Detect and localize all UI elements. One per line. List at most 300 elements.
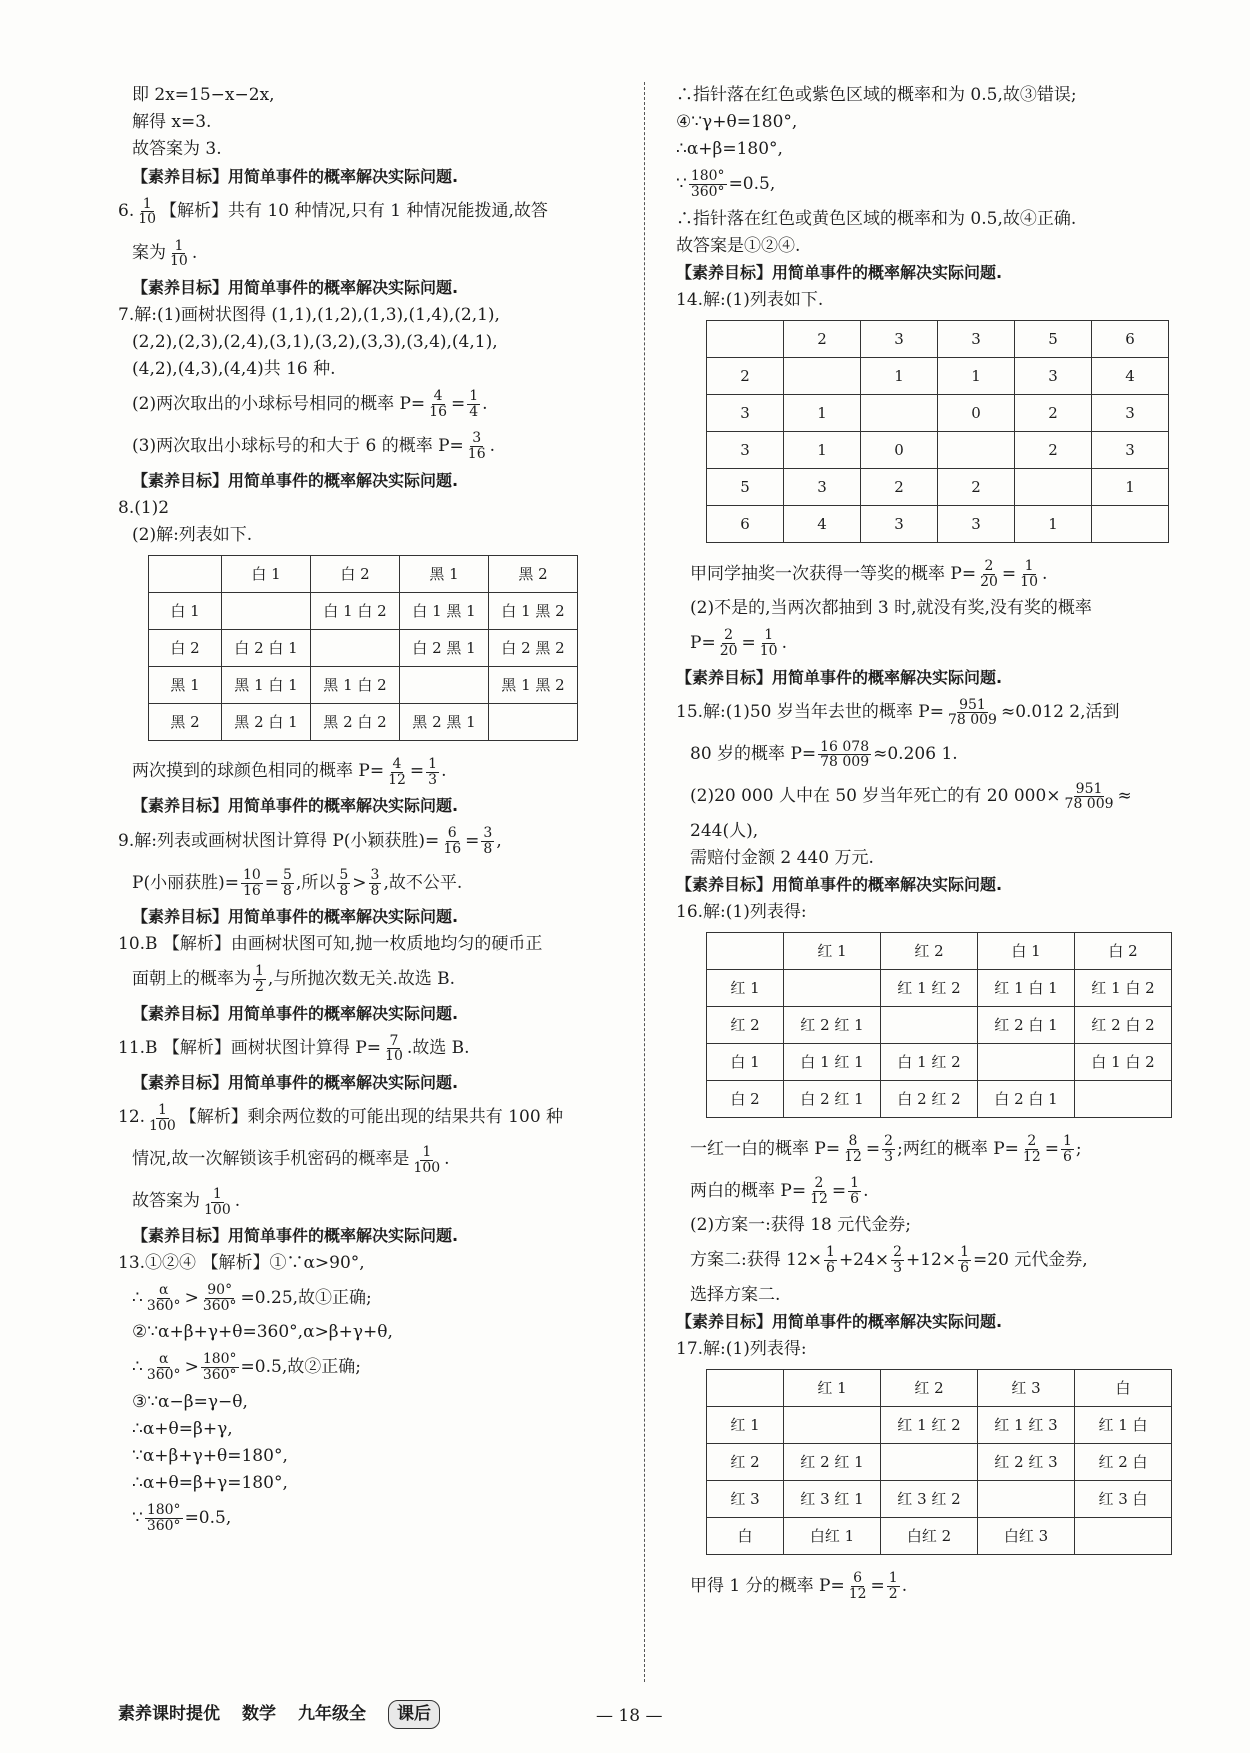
q13-line: ③∵α−β=γ−θ, <box>132 1391 248 1412</box>
numerator: 1 <box>960 1244 970 1261</box>
numerator: 10 <box>242 867 261 884</box>
q12-line: 情况,故一次解锁该手机密码的概率是 $\frac{1}{100}$ . <box>132 1143 450 1176</box>
table-cell: 白 1 红 1 <box>784 1044 881 1081</box>
denominator: 16 <box>429 404 447 420</box>
table-cell: 2 <box>861 469 938 506</box>
fraction <box>201 1352 239 1382</box>
fraction <box>891 1245 904 1275</box>
denominator: 360° <box>146 1367 181 1384</box>
table-cell: 2 <box>707 358 784 395</box>
table-cell: 红 1 白 1 <box>978 970 1075 1007</box>
table-cell: 黑 1 黑 2 <box>489 667 578 704</box>
numerator: 180° <box>146 1502 181 1519</box>
goal-line: 【素养目标】用简单事件的概率解决实际问题. <box>676 1311 1003 1331</box>
fraction <box>1018 559 1040 589</box>
fraction <box>466 431 488 461</box>
q6-line: 6. $\frac{1}{10}$ 【解析】共有 10 种情况,只有 1 种情况能拨通,故答 <box>118 195 548 228</box>
q13-line: ∴指针落在红色或紫色区域的概率和为 0.5,故③错误; <box>676 85 1077 105</box>
table-row <box>707 1444 1172 1481</box>
table-row <box>707 1007 1172 1044</box>
table-cell: 3 <box>861 506 938 543</box>
fraction <box>467 389 480 419</box>
table-cell: 黑 1 白 2 <box>311 667 400 704</box>
numerator: 1 <box>255 963 264 980</box>
q13-line: ∴ $\frac{\alpha}{360^\circ}$ > $\frac{180^\circ}{360^\circ}$ =0.5,故②正确; <box>132 1351 361 1384</box>
fraction <box>882 1134 895 1164</box>
denominator: 360° <box>146 1517 181 1534</box>
table-row <box>149 630 578 667</box>
goal-line: 【素养目标】用简单事件的概率解决实际问题. <box>132 1226 459 1245</box>
q13-line: ∴α+β=180°, <box>676 139 783 160</box>
q17-line: 17.解:(1)列表得: <box>676 1339 807 1359</box>
table-cell: 3 <box>1092 432 1169 469</box>
fraction <box>427 389 449 419</box>
goal-line: 【素养目标】用简单事件的概率解决实际问题. <box>132 277 459 297</box>
table-cell: 3 <box>707 432 784 469</box>
q16-line: 选择方案二. <box>690 1284 781 1305</box>
table-cell <box>400 667 489 704</box>
q11-line: 11.B 【解析】画树状图计算得 P= $\frac{7}{10}$ .故选 B. <box>118 1032 470 1065</box>
table-cell: 红 1 红 2 <box>881 970 978 1007</box>
table-row <box>149 667 578 704</box>
table-cell: 3 <box>707 395 784 432</box>
table-cell: 3 <box>1015 358 1092 395</box>
q16-line: 16.解:(1)列表得: <box>676 902 807 923</box>
q13-line: ②∵α+β+γ+θ=360°,α>β+γ+θ, <box>132 1322 393 1343</box>
denominator: 78 009 <box>947 712 997 729</box>
table-cell: 红 3 红 2 <box>881 1481 978 1518</box>
table-cell <box>881 1444 978 1481</box>
denominator: 8 <box>483 840 493 857</box>
numerator: 2 <box>724 627 734 644</box>
table-cell: 2 <box>1015 395 1092 432</box>
fraction <box>281 868 294 898</box>
table-cell: 红 2 <box>707 1444 784 1481</box>
table-cell: 白 1 <box>978 933 1075 970</box>
numerator: 1 <box>422 1143 432 1160</box>
fraction <box>718 628 740 658</box>
table-row <box>707 432 1169 469</box>
denominator: 4 <box>469 404 479 420</box>
fraction <box>426 757 439 787</box>
q10-line: 面朝上的概率为 $\frac{1}{2}$ ,与所抛次数无关.故选 B. <box>132 963 456 996</box>
table-cell <box>784 358 861 395</box>
fraction <box>411 1145 442 1175</box>
table-cell <box>222 593 311 630</box>
table-cell: 红 3 白 <box>1075 1481 1172 1518</box>
table-cell: 红 2 白 <box>1075 1444 1172 1481</box>
numerator: α <box>158 1282 169 1299</box>
numerator: 1 <box>850 1175 860 1192</box>
table-cell: 白 2 黑 2 <box>489 630 578 667</box>
table-cell: 白 1 白 2 <box>1075 1044 1172 1081</box>
table-cell: 白 2 <box>149 630 222 667</box>
denominator: 12 <box>388 771 406 788</box>
table-cell: 白红 2 <box>881 1518 978 1555</box>
table-cell: 红 2 红 3 <box>978 1444 1075 1481</box>
q14-line: 14.解:(1)列表如下. <box>676 290 824 311</box>
table-cell: 3 <box>1092 395 1169 432</box>
denominator: 8 <box>339 882 349 899</box>
fraction <box>1061 1134 1074 1164</box>
table-row <box>707 395 1169 432</box>
denominator: 8 <box>370 882 380 899</box>
table-cell: 1 <box>861 358 938 395</box>
denominator: 100 <box>413 1159 441 1176</box>
table-row <box>149 704 578 741</box>
table-cell: 白 2 红 1 <box>784 1081 881 1118</box>
goal-line: 【素养目标】用简单事件的概率解决实际问题. <box>132 1003 459 1023</box>
numerator: 3 <box>472 430 482 447</box>
q15-line: 15.解:(1)50 岁当年去世的概率 P= $\frac{951}{78 009}$ ≈0.012 2,活到 <box>676 696 1120 729</box>
fraction <box>1021 1134 1043 1164</box>
table-cell: 红 2 <box>881 1370 978 1407</box>
table-cell: 白红 1 <box>784 1518 881 1555</box>
denominator: 12 <box>810 1190 828 1207</box>
numerator: 6 <box>447 825 457 842</box>
text-line: 故答案为 3. <box>132 139 222 160</box>
denominator: 2 <box>888 1585 898 1602</box>
fraction <box>824 1245 837 1275</box>
goal-line: 【素养目标】用简单事件的概率解决实际问题. <box>132 1072 459 1092</box>
table-q14 <box>706 320 1169 543</box>
numerator: 3 <box>370 867 380 884</box>
fraction <box>946 698 999 728</box>
fraction <box>808 1176 830 1206</box>
table-cell: 红 1 红 3 <box>978 1407 1075 1444</box>
table-row <box>707 970 1172 1007</box>
table-cell: 黑 2 <box>489 556 578 593</box>
column-divider <box>644 82 645 1682</box>
table-cell: 红 2 红 1 <box>784 1007 881 1044</box>
numerator: 180° <box>690 168 725 185</box>
table-row <box>707 1081 1172 1118</box>
table-cell: 红 2 <box>881 933 978 970</box>
table-cell: 黑 2 黑 1 <box>400 704 489 741</box>
table-cell <box>311 630 400 667</box>
numerator: 7 <box>389 1032 399 1049</box>
denominator: 12 <box>1022 1148 1041 1165</box>
fraction <box>145 1352 183 1382</box>
q13-line: ∵α+β+γ+θ=180°, <box>132 1445 288 1466</box>
numerator: 6 <box>853 1570 863 1586</box>
denominator: 360° <box>690 184 725 201</box>
denominator: 3 <box>884 1148 894 1165</box>
q6-line: 案为 $\frac{1}{10}$ . <box>132 237 198 270</box>
q14-line: 甲同学抽奖一次获得一等奖的概率 P= $\frac{2}{20}$ = $\frac{1}{10}$ . <box>690 558 1048 590</box>
numerator: 16 078 <box>820 738 870 755</box>
fraction <box>818 740 871 770</box>
fraction <box>337 868 350 898</box>
q8-line: 两次摸到的球颜色相同的概率 P= $\frac{4}{12}$ = $\frac{1}{3}$ . <box>132 755 447 788</box>
denominator: 20 <box>719 643 738 659</box>
footer <box>118 1700 440 1729</box>
text-line: 解得 x=3. <box>132 112 212 133</box>
denominator: 10 <box>385 1048 403 1065</box>
denominator: 100 <box>149 1117 176 1134</box>
table-cell <box>1075 1518 1172 1555</box>
denominator: 16 <box>242 882 261 899</box>
numerator: 1 <box>212 1185 222 1202</box>
table-cell <box>784 970 881 1007</box>
table-cell <box>707 933 784 970</box>
numerator: 90° <box>207 1282 233 1299</box>
table-cell: 4 <box>784 506 861 543</box>
table-cell <box>938 432 1015 469</box>
table-cell: 白 1 红 2 <box>881 1044 978 1081</box>
left-column <box>118 82 638 1539</box>
q10-line: 10.B 【解析】由画树状图可知,抛一枚质地均匀的硬币正 <box>118 934 543 955</box>
fraction <box>145 1283 183 1313</box>
table-cell: 白 1 白 2 <box>311 593 400 630</box>
q15-line: (2)20 000 人中在 50 岁当年死亡的有 20 000× $\frac{951}{78 009}$ ≈ <box>690 780 1132 813</box>
table-cell: 红 3 <box>707 1481 784 1518</box>
q13-line: ∵ $\frac{180^\circ}{360^\circ}$ =0.5, <box>132 1502 232 1534</box>
table-cell: 1 <box>784 395 861 432</box>
fraction <box>253 964 266 994</box>
denominator: 16 <box>443 840 462 857</box>
table-cell: 红 2 白 1 <box>978 1007 1075 1044</box>
table-cell: 6 <box>1092 321 1169 358</box>
table-cell: 白 1 黑 2 <box>489 593 578 630</box>
fraction <box>147 1103 178 1133</box>
fraction <box>441 826 463 856</box>
numerator: 2 <box>884 1133 894 1150</box>
table-cell: 红 2 白 2 <box>1075 1007 1172 1044</box>
numerator: 5 <box>283 867 292 884</box>
numerator: 4 <box>392 755 402 772</box>
text-line: 即 2x=15−x−2x, <box>132 85 275 105</box>
fraction <box>145 1503 183 1533</box>
table-row <box>707 1044 1172 1081</box>
denominator: 6 <box>850 1190 860 1207</box>
numerator: 2 <box>1027 1133 1037 1150</box>
table-cell: 白红 3 <box>978 1518 1075 1555</box>
table-cell: 黑 1 <box>149 667 222 704</box>
fraction <box>689 169 727 199</box>
denominator: 360° <box>202 1367 237 1384</box>
numerator: 5 <box>339 867 349 884</box>
denominator: 100 <box>204 1201 231 1218</box>
q13-line: 13.①②④ 【解析】①∵α>90°, <box>118 1253 365 1274</box>
fraction <box>842 1134 864 1164</box>
numerator: 8 <box>848 1133 858 1150</box>
q13-line: ∴指针落在红色或黄色区域的概率和为 0.5,故④正确. <box>676 208 1077 229</box>
q7-line: 7.解:(1)画树状图得 (1,1),(1,2),(1,3),(1,4),(2,1), <box>118 304 500 325</box>
numerator: 951 <box>959 696 986 713</box>
denominator: 16 <box>467 446 486 462</box>
numerator: 1 <box>174 237 184 254</box>
table-cell: 白 2 红 2 <box>881 1081 978 1118</box>
table-cell: 红 2 <box>707 1007 784 1044</box>
table-cell: 红 1 白 <box>1075 1407 1172 1444</box>
subject: 数学 <box>242 1704 276 1724</box>
numerator: 2 <box>984 558 994 575</box>
numerator: 1 <box>1024 558 1034 575</box>
table-row <box>707 1518 1172 1555</box>
table-cell: 黑 2 白 2 <box>311 704 400 741</box>
table-row <box>149 593 578 630</box>
numerator: 2 <box>814 1175 824 1192</box>
goal-line: 【素养目标】用简单事件的概率解决实际问题. <box>676 262 1003 282</box>
table-cell <box>707 321 784 358</box>
table-cell: 2 <box>938 469 1015 506</box>
table-row <box>707 1370 1172 1407</box>
table-row <box>707 321 1169 358</box>
numerator: 1 <box>142 195 152 212</box>
q16-line: 一红一白的概率 P= $\frac{8}{12}$ = $\frac{2}{3}$ ;两红的概率 P= $\frac{2}{12}$ = $\frac{1}{6}$ ; <box>690 1133 1082 1165</box>
denominator: 360° <box>202 1297 237 1314</box>
numerator: 1 <box>469 388 479 405</box>
table-cell: 0 <box>938 395 1015 432</box>
table-q16 <box>706 932 1172 1118</box>
denominator: 2 <box>255 979 264 996</box>
table-cell <box>1075 1081 1172 1118</box>
table-cell: 3 <box>938 321 1015 358</box>
q13-line: ∴α+θ=β+γ=180°, <box>132 1473 288 1494</box>
table-cell: 4 <box>1092 358 1169 395</box>
table-cell: 5 <box>1015 321 1092 358</box>
numerator: 1 <box>1063 1133 1072 1150</box>
q12-line: 故答案为 $\frac{1}{100}$ . <box>132 1185 241 1218</box>
page-number: — 18 — <box>596 1706 663 1726</box>
table-cell <box>978 1481 1075 1518</box>
table-row <box>707 933 1172 970</box>
goal-line: 【素养目标】用简单事件的概率解决实际问题. <box>132 796 459 816</box>
table-cell: 白 1 <box>707 1044 784 1081</box>
table-cell <box>149 556 222 593</box>
q15-line: 需赔付金额 2 440 万元. <box>690 847 874 868</box>
denominator: 6 <box>1063 1148 1072 1165</box>
numerator: 4 <box>433 388 443 405</box>
table-row <box>707 469 1169 506</box>
q7-line: (3)两次取出小球标号的和大于 6 的概率 P= $\frac{3}{16}$ . <box>132 430 496 462</box>
table-row <box>707 1481 1172 1518</box>
table-cell: 2 <box>1015 432 1092 469</box>
q7-line: (2)两次取出的小球标号相同的概率 P= $\frac{4}{16}$ = $\frac{1}{4}$ . <box>132 388 488 420</box>
goal-line: 【素养目标】用简单事件的概率解决实际问题. <box>132 166 459 186</box>
denominator: 6 <box>826 1260 835 1277</box>
table-cell: 5 <box>707 469 784 506</box>
q9-line: P(小丽获胜)= $\frac{10}{16}$ = $\frac{5}{8}$ ,所以 $\frac{5}{8}$ > $\frac{3}{8}$ ,故不公平. <box>132 867 463 899</box>
fraction <box>386 757 408 787</box>
q15-line: 80 岁的概率 P= $\frac{16 078}{78 009}$ ≈0.206 1. <box>690 738 958 771</box>
q17-line: 甲得 1 分的概率 P= $\frac{6}{12}$ = $\frac{1}{2}$ . <box>690 1570 908 1602</box>
denominator: 10 <box>138 211 157 228</box>
table-cell: 红 1 白 2 <box>1075 970 1172 1007</box>
table-q17 <box>706 1369 1172 1555</box>
numerator: 1 <box>157 1101 167 1118</box>
q7-line: (4,2),(4,3),(4,4)共 16 种. <box>132 359 336 380</box>
table-cell: 白 1 黑 1 <box>400 593 489 630</box>
table-cell: 白 2 <box>1075 933 1172 970</box>
table-cell: 白 2 <box>311 556 400 593</box>
table-cell: 白 2 白 1 <box>978 1081 1075 1118</box>
q13-line: ∴α+θ=β+γ, <box>132 1418 233 1439</box>
fraction <box>241 868 263 898</box>
table-cell: 红 1 <box>707 1407 784 1444</box>
table-cell: 3 <box>861 321 938 358</box>
q8-line: 8.(1)2 <box>118 497 170 518</box>
table-cell: 1 <box>938 358 1015 395</box>
q14-line: (2)不是的,当两次都抽到 3 时,就没有奖,没有奖的概率 <box>690 598 1092 619</box>
denominator: 78 009 <box>1064 796 1114 813</box>
table-cell: 白 2 白 1 <box>222 630 311 667</box>
table-cell <box>784 1407 881 1444</box>
table-cell: 黑 2 白 1 <box>222 704 311 741</box>
denominator: 10 <box>1020 573 1038 590</box>
table-cell: 1 <box>1015 506 1092 543</box>
table-cell: 红 1 <box>784 1370 881 1407</box>
denominator: 12 <box>848 1585 867 1602</box>
fraction <box>136 197 158 227</box>
fraction <box>202 1187 233 1217</box>
fraction <box>848 1176 861 1206</box>
table-row <box>707 506 1169 543</box>
q13-line: ④∵γ+θ=180°, <box>676 112 798 133</box>
fraction <box>201 1283 239 1313</box>
numerator: 951 <box>1075 780 1103 797</box>
numerator: α <box>158 1351 169 1368</box>
q16-line: 方案二:获得 12× $\frac{1}{6}$ +24× $\frac{2}{3}$ +12× $\frac{1}{6}$ =20 元代金券, <box>690 1244 1088 1277</box>
table-cell: 红 1 <box>784 933 881 970</box>
table-cell: 白 <box>1075 1370 1172 1407</box>
denominator: 10 <box>170 253 188 270</box>
table-cell <box>707 1370 784 1407</box>
table-cell <box>861 395 938 432</box>
denominator: 3 <box>893 1260 902 1277</box>
table-cell: 黑 1 <box>400 556 489 593</box>
denominator: 20 <box>980 573 998 590</box>
table-cell: 黑 1 白 1 <box>222 667 311 704</box>
q13-line: ∵ $\frac{180^\circ}{360^\circ}$ =0.5, <box>676 168 776 201</box>
fraction <box>758 628 780 658</box>
table-cell: 红 1 <box>707 970 784 1007</box>
table-cell: 白 2 <box>707 1081 784 1118</box>
goal-line: 【素养目标】用简单事件的概率解决实际问题. <box>676 667 1003 687</box>
q16-line: 两白的概率 P= $\frac{2}{12}$ = $\frac{1}{6}$ . <box>690 1175 869 1207</box>
numerator: 1 <box>764 627 774 644</box>
table-cell <box>1015 469 1092 506</box>
denominator: 8 <box>283 882 292 899</box>
goal-line: 【素养目标】用简单事件的概率解决实际问题. <box>132 470 459 490</box>
table-cell: 0 <box>861 432 938 469</box>
fraction <box>168 239 190 269</box>
denominator: 360° <box>146 1297 181 1314</box>
table-row <box>149 556 578 593</box>
denominator: 6 <box>960 1260 970 1277</box>
numerator: 180° <box>202 1351 237 1368</box>
numerator: 1 <box>428 755 438 772</box>
q13-line: ∴ $\frac{\alpha}{360^\circ}$ > $\frac{90^\circ}{360^\circ}$ =0.25,故①正确; <box>132 1282 372 1314</box>
table-cell: 红 1 红 2 <box>881 1407 978 1444</box>
table-cell: 白 2 黑 1 <box>400 630 489 667</box>
q8-line: (2)解:列表如下. <box>132 524 253 545</box>
fraction <box>481 826 494 856</box>
numerator: 1 <box>826 1244 835 1261</box>
table-cell: 白 1 <box>222 556 311 593</box>
denominator: 78 009 <box>820 754 870 771</box>
fraction <box>1063 782 1116 812</box>
table-cell: 3 <box>938 506 1015 543</box>
table-cell: 黑 2 <box>149 704 222 741</box>
goal-line: 【素养目标】用简单事件的概率解决实际问题. <box>676 875 1003 895</box>
book-series: 素养课时提优 <box>118 1704 220 1724</box>
fraction <box>978 559 1000 589</box>
fraction <box>958 1245 971 1275</box>
table-cell: 白 <box>707 1518 784 1555</box>
table-cell: 红 2 红 1 <box>784 1444 881 1481</box>
